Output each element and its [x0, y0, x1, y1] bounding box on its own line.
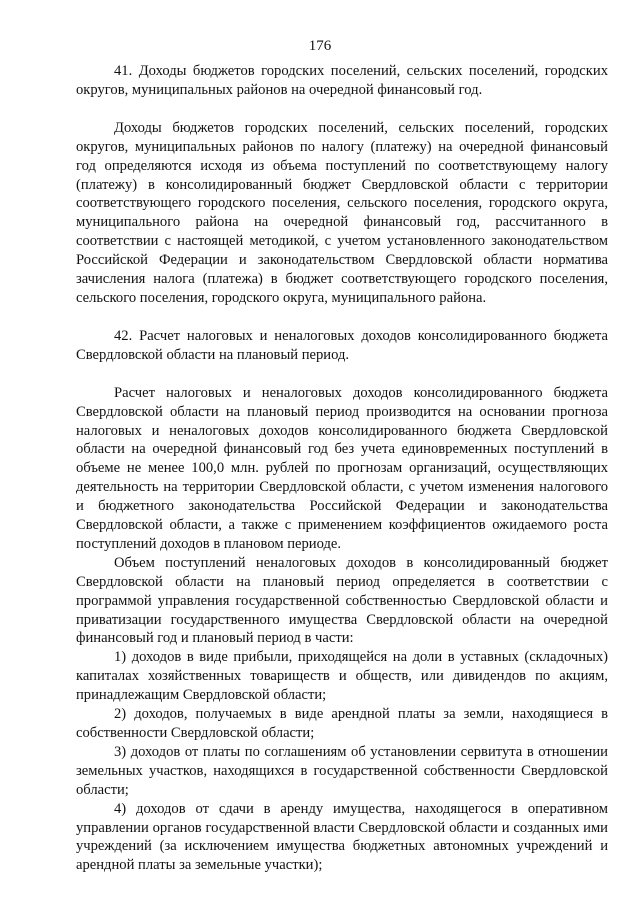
section-42-paragraph-2: Объем поступлений неналоговых доходов в консолидированный бюджет Свердловской области на плановый период определяется в соответствии с программой управления государственной собственностью Свердловской области и приватизации государственного имущества Свердловской области на очередной финансовый год и плановый период в части: [76, 554, 608, 647]
section-42-heading: 42. Расчет налоговых и неналоговых доходов консолидированного бюджета Свердловской области на плановый период. [76, 327, 608, 363]
section-42-paragraph-1: Расчет налоговых и неналоговых доходов консолидированного бюджета Свердловской области на плановый период производится на основании прогноза налоговых и неналоговых доходов консолидированного бюджета Свердловской области на очередной финансовый год без учета единовременных поступлений в объеме не менее 100,0 млн. рублей по прогнозам организаций, осуществляющих деятельность на территории Свердловской области, с учетом изменения налогового и бюджетного законодательства Российской Федерации и законодательства Свердловской области, а также с применением коэффициентов ожидаемого роста поступлений доходов в плановом периоде. [76, 384, 608, 552]
section-41-paragraph: Доходы бюджетов городских поселений, сельских поселений, городских округов, муниципальных районов по налогу (платежу) на очередной финансовый год определяются исходя из объема поступлений по соответствующему налогу (платежу) в консолидированный бюджет Свердловской области с территории соответствующего городского поселения, сельского поселения, городского округа, муниципального района на очередной финансовый год, рассчитанного в соответствии с настоящей методикой, с учетом установленного законодательством Российской Федерации и законодательством Свердловской области норматива зачисления налога (платежа) в бюджет соответствующего городского поселения, сельского поселения, городского округа, муниципального района. [76, 119, 608, 306]
section-41-heading: 41. Доходы бюджетов городских поселений, сельских поселений, городских округов, муниципальных районов на очередной финансовый год. [76, 63, 608, 98]
list-item-1: 1) доходов в виде прибыли, приходящейся на доли в уставных (складочных) капиталах хозяйственных товариществ и обществ, или дивидендов по акциям, принадлежащим Свердловской области; [76, 649, 608, 704]
list-item-4: 4) доходов от сдачи в аренду имущества, находящегося в оперативном управлении органов государственной власти Свердловской области и созданных ими учреждений (за исключением имущества бюджетных автономных учреждений и арендной платы за земельные участки); [76, 800, 608, 874]
document-body [76, 62, 608, 875]
list-item-3: 3) доходов от платы по соглашениям об установлении сервитута в отношении земельных участков, находящихся в государственной собственности Свердловской области; [76, 743, 608, 798]
page-number: 176 [308, 38, 332, 54]
list-item-2: 2) доходов, получаемых в виде арендной платы за земли, находящиеся в собственности Свердловской области; [76, 706, 608, 741]
